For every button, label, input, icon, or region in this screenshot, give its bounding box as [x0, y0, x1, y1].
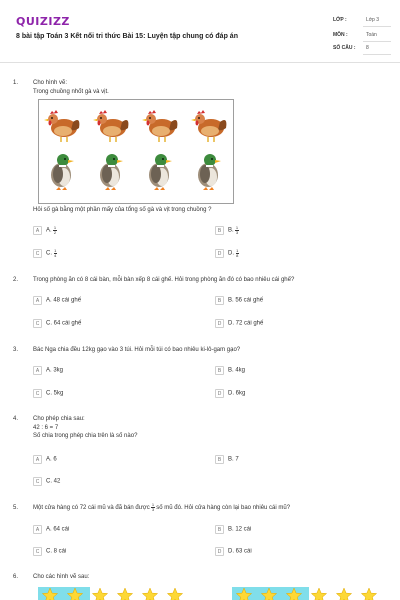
- question-text: Một cửa hàng có 72 cái mũ và đã bán được $\frac{1}{3}$ số mũ đó. Hỏi cửa hàng còn lại bao nhiêu cái mũ?: [33, 502, 291, 512]
- question-number: 2.: [13, 277, 19, 283]
- meta-question-count: SỐ CÂU : 8: [333, 43, 391, 55]
- hen-duck-picture: [38, 99, 234, 204]
- option-d[interactable]: D D. 6kg: [215, 389, 245, 399]
- star-icon: [311, 588, 326, 600]
- header-divider: [0, 62, 400, 63]
- question-text: Cho phép chia sau: 42 : 6 = 7 Số chia trong phép chia trên là số nào?: [33, 416, 138, 439]
- option-a[interactable]: A A. $\frac{1}{2}$: [33, 226, 57, 236]
- hen-icon: [142, 110, 177, 142]
- option-a[interactable]: A A. 48 cái ghế: [33, 296, 81, 306]
- meta-grade: LỚP : Lớp 3: [333, 15, 391, 27]
- option-c[interactable]: C C. 5kg: [33, 389, 63, 399]
- question-text: Hỏi số gà bằng một phần mấy của tổng số gà và vịt trong chuồng ?: [33, 207, 212, 213]
- fraction: $\frac{1}{4}$: [54, 248, 57, 258]
- question-number: 1.: [13, 80, 19, 86]
- option-c[interactable]: C C. $\frac{1}{4}$: [33, 249, 57, 259]
- option-a[interactable]: A A. 64 cái: [33, 525, 69, 535]
- star-icon: [167, 588, 182, 600]
- duck-icon: [198, 154, 221, 190]
- question-text: Trong phòng ăn có 8 cái bàn, mỗi bàn xếp 8 cái ghế. Hỏi trong phòng ăn đó có bao nhiêu cái ghế?: [33, 277, 295, 283]
- option-a[interactable]: A A. 6: [33, 455, 57, 465]
- option-d[interactable]: D D. 63 cái: [215, 547, 252, 557]
- option-a[interactable]: A A. 3kg: [33, 366, 63, 376]
- duck-icon: [51, 154, 74, 190]
- duck-icon: [100, 154, 123, 190]
- option-b[interactable]: B B. 7: [215, 455, 239, 465]
- option-b[interactable]: B B. $\frac{1}{3}$: [215, 226, 239, 236]
- question-number: 4.: [13, 416, 19, 422]
- option-d[interactable]: D D. $\frac{1}{8}$: [215, 249, 239, 259]
- option-c[interactable]: C C. 8 cái: [33, 547, 66, 557]
- option-b[interactable]: B B. 12 cái: [215, 525, 251, 535]
- question-text: Cho hình vẽ: Trong chuồng nhốt gà và vịt.: [33, 80, 109, 95]
- question-number: 5.: [13, 505, 19, 511]
- meta-subject: MÔN : Toán: [333, 30, 391, 42]
- star-icon: [142, 588, 157, 600]
- option-b[interactable]: B B. 4kg: [215, 366, 245, 376]
- question-text: Cho các hình vẽ sau:: [33, 574, 90, 580]
- question-number: 6.: [13, 574, 19, 580]
- option-c[interactable]: C C. 64 cái ghế: [33, 319, 81, 329]
- option-c[interactable]: C C. 42: [33, 477, 60, 487]
- fraction: $\frac{1}{3}$: [151, 502, 155, 512]
- star-group-1: [38, 587, 198, 600]
- fraction: $\frac{1}{8}$: [236, 248, 239, 258]
- star-group-2: [232, 587, 392, 600]
- option-b[interactable]: B B. 56 cái ghế: [215, 296, 263, 306]
- duck-icon: [149, 154, 172, 190]
- star-icon: [361, 588, 376, 600]
- star-icon: [117, 588, 132, 600]
- star-icon: [336, 588, 351, 600]
- question-number: 3.: [13, 347, 19, 353]
- hen-icon: [44, 110, 79, 142]
- hen-icon: [191, 110, 226, 142]
- star-icon: [92, 588, 107, 600]
- question-text: Bác Nga chia đều 12kg gạo vào 3 túi. Hỏi mỗi túi có bao nhiêu ki-lô-gam gạo?: [33, 347, 241, 353]
- quizizz-logo: QUIZIZZ: [16, 15, 70, 28]
- fraction: $\frac{1}{2}$: [53, 225, 57, 235]
- fraction: $\frac{1}{3}$: [235, 225, 239, 235]
- option-d[interactable]: D D. 72 cái ghế: [215, 319, 263, 329]
- hen-icon: [93, 110, 128, 142]
- worksheet-title: 8 bài tập Toán 3 Kết nối tri thức Bài 15: Luyện tập chung có đáp án: [16, 33, 238, 40]
